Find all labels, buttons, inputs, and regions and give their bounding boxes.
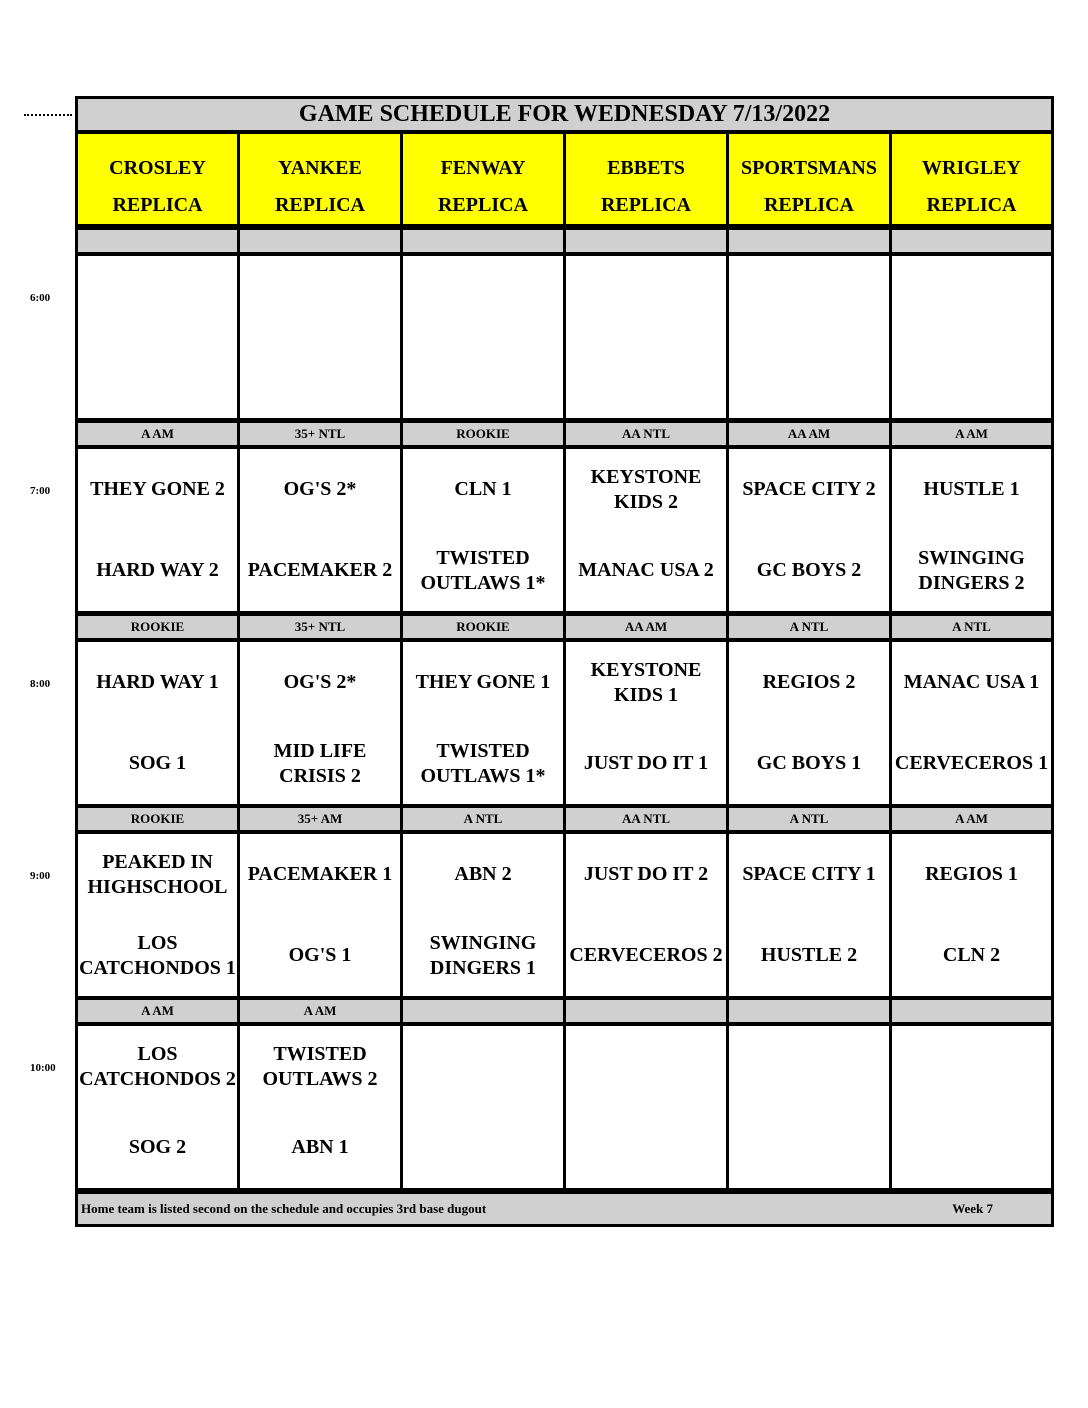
game-cell	[892, 642, 1051, 804]
time-label: 8:00	[30, 678, 51, 690]
away-team-slot	[240, 449, 400, 530]
home-team: GC BOYS 2	[756, 559, 862, 581]
away-team: TWISTED OUTLAWS 2	[262, 1042, 378, 1090]
division-label: A AM	[892, 808, 1051, 830]
game-cell	[240, 642, 400, 804]
venue-subtitle: REPLICA	[112, 194, 203, 216]
home-team-slot	[729, 1107, 889, 1188]
home-team-slot	[566, 1107, 726, 1188]
game-cell	[78, 256, 237, 418]
venue-name: YANKEE	[278, 157, 362, 179]
away-team: MANAC USA 1	[903, 671, 1040, 693]
game-cell	[566, 834, 726, 996]
division-label: AA NTL	[566, 423, 726, 445]
away-team: OG'S 2*	[283, 478, 357, 500]
away-team-slot	[78, 256, 237, 337]
game-cell	[403, 256, 563, 418]
venue-header	[892, 134, 1051, 224]
away-team: HUSTLE 1	[923, 478, 1020, 500]
game-cell	[892, 834, 1051, 996]
home-team: MANAC USA 2	[578, 559, 714, 581]
venue-header	[78, 134, 237, 224]
away-team-slot	[892, 834, 1051, 915]
home-team-slot	[566, 337, 726, 418]
time-label: 7:00	[30, 485, 51, 497]
away-team-slot	[78, 449, 237, 530]
division-label: A AM	[892, 423, 1051, 445]
venue-header	[240, 134, 400, 224]
home-team-slot	[240, 337, 400, 418]
away-team-slot	[403, 834, 563, 915]
away-team: REGIOS 2	[762, 671, 856, 693]
division-label: ROOKIE	[78, 616, 237, 638]
home-team-slot	[892, 915, 1051, 996]
away-team: THEY GONE 2	[90, 478, 225, 500]
home-team: SOG 1	[128, 752, 187, 774]
home-team-slot	[78, 915, 237, 996]
home-team-slot	[566, 723, 726, 804]
away-team-slot	[729, 449, 889, 530]
division-label: AA AM	[566, 616, 726, 638]
division-label: A NTL	[729, 808, 889, 830]
away-team-slot	[892, 256, 1051, 337]
time-label: 6:00	[30, 292, 51, 304]
home-team-slot	[892, 1107, 1051, 1188]
home-team-slot	[729, 337, 889, 418]
home-team-slot	[729, 530, 889, 611]
division-label: 35+ NTL	[240, 423, 400, 445]
venue-subtitle: REPLICA	[926, 194, 1017, 216]
away-team-slot	[240, 256, 400, 337]
away-team-slot	[566, 642, 726, 723]
venue-name: WRIGLEY	[922, 157, 1021, 179]
home-team-slot	[240, 915, 400, 996]
game-cell	[403, 1026, 563, 1188]
game-cell	[403, 449, 563, 611]
away-team-slot	[892, 449, 1051, 530]
division-label	[403, 1000, 563, 1022]
away-team-slot	[566, 449, 726, 530]
home-team: ABN 1	[291, 1136, 349, 1158]
away-team-slot	[566, 1026, 726, 1107]
away-team: JUST DO IT 2	[583, 863, 709, 885]
away-team: SPACE CITY 2	[742, 478, 876, 500]
home-team-slot	[403, 530, 563, 611]
away-team: CLN 1	[454, 478, 512, 500]
away-team: KEYSTONE KIDS 1	[590, 658, 702, 706]
game-cell	[566, 1026, 726, 1188]
home-team-slot	[240, 1107, 400, 1188]
game-cell	[78, 834, 237, 996]
venue-name: SPORTSMANS	[741, 157, 877, 179]
away-team-slot	[403, 642, 563, 723]
venue-name: FENWAY	[440, 157, 526, 179]
home-team: HUSTLE 2	[760, 944, 858, 966]
home-team: PACEMAKER 2	[247, 559, 393, 581]
home-team-slot	[403, 1107, 563, 1188]
venue-header	[403, 134, 563, 224]
home-team-slot	[78, 530, 237, 611]
venue-subtitle: REPLICA	[437, 194, 528, 216]
division-label: AA AM	[729, 423, 889, 445]
division-label: A AM	[78, 423, 237, 445]
home-team: CERVECEROS 2	[569, 944, 723, 966]
away-team-slot	[729, 834, 889, 915]
home-team-slot	[78, 1107, 237, 1188]
venue-subtitle: REPLICA	[274, 194, 365, 216]
division-label	[892, 230, 1051, 252]
home-team-slot	[892, 723, 1051, 804]
home-team: SOG 2	[128, 1136, 187, 1158]
game-cell	[729, 449, 889, 611]
away-team-slot	[240, 834, 400, 915]
venue-subtitle: REPLICA	[763, 194, 854, 216]
schedule-title: GAME SCHEDULE FOR WEDNESDAY 7/13/2022	[78, 99, 1051, 130]
away-team: REGIOS 1	[925, 863, 1018, 885]
game-cell	[403, 642, 563, 804]
division-label	[240, 230, 400, 252]
game-cell	[240, 1026, 400, 1188]
game-cell	[729, 256, 889, 418]
away-team-slot	[729, 642, 889, 723]
time-label: 10:00	[30, 1062, 56, 1074]
away-team-slot	[892, 642, 1051, 723]
away-team: THEY GONE 1	[415, 671, 551, 693]
home-team: SWINGING DINGERS 2	[918, 546, 1025, 594]
home-team: CERVECEROS 1	[894, 752, 1049, 774]
away-team-slot	[403, 449, 563, 530]
away-team-slot	[78, 642, 237, 723]
home-team: HARD WAY 2	[96, 559, 219, 581]
division-label	[729, 230, 889, 252]
home-team: MID LIFE CRISIS 2	[273, 739, 367, 787]
division-label	[78, 230, 237, 252]
home-team-slot	[566, 530, 726, 611]
division-label: A NTL	[729, 616, 889, 638]
division-label: A AM	[240, 1000, 400, 1022]
division-label	[566, 230, 726, 252]
division-label: ROOKIE	[403, 616, 563, 638]
home-team-slot	[403, 337, 563, 418]
home-team: TWISTED OUTLAWS 1*	[420, 546, 546, 594]
division-label: A NTL	[892, 616, 1051, 638]
away-team-slot	[240, 1026, 400, 1107]
division-label	[566, 1000, 726, 1022]
home-team-slot	[403, 723, 563, 804]
home-team: GC BOYS 1	[756, 752, 862, 774]
home-team: OG'S 1	[288, 944, 352, 966]
division-label	[729, 1000, 889, 1022]
away-team-slot	[892, 1026, 1051, 1107]
dotted-leader	[24, 114, 72, 116]
game-cell	[566, 449, 726, 611]
home-team-slot	[403, 915, 563, 996]
game-cell	[240, 256, 400, 418]
venue-header	[729, 134, 889, 224]
venue-header	[566, 134, 726, 224]
home-team: TWISTED OUTLAWS 1*	[420, 739, 546, 787]
division-label: 35+ AM	[240, 808, 400, 830]
home-team-slot	[892, 337, 1051, 418]
home-team-slot	[729, 723, 889, 804]
venue-subtitle: REPLICA	[600, 194, 691, 216]
division-label: A NTL	[403, 808, 563, 830]
game-cell	[729, 1026, 889, 1188]
away-team-slot	[729, 256, 889, 337]
game-cell	[892, 449, 1051, 611]
home-team-slot	[240, 723, 400, 804]
away-team: PEAKED IN HIGHSCHOOL	[87, 850, 228, 898]
footer-note: Home team is listed second on the schedule and occupies 3rd base dugout	[81, 1201, 487, 1216]
division-label	[892, 1000, 1051, 1022]
home-team: LOS CATCHONDOS 1	[79, 931, 236, 979]
home-team-slot	[240, 530, 400, 611]
game-cell	[78, 449, 237, 611]
away-team: KEYSTONE KIDS 2	[590, 465, 702, 513]
home-team: SWINGING DINGERS 1	[429, 931, 537, 979]
schedule-table	[75, 96, 1054, 1227]
week-label: Week 7	[952, 1201, 993, 1216]
game-cell	[892, 256, 1051, 418]
game-cell	[240, 449, 400, 611]
away-team-slot	[403, 1026, 563, 1107]
venue-name: CROSLEY	[109, 157, 206, 179]
game-cell	[403, 834, 563, 996]
home-team: CLN 2	[942, 944, 1001, 966]
away-team-slot	[78, 1026, 237, 1107]
game-cell	[78, 642, 237, 804]
division-label: 35+ NTL	[240, 616, 400, 638]
home-team-slot	[729, 915, 889, 996]
division-label: AA NTL	[566, 808, 726, 830]
schedule-footer	[78, 1194, 1051, 1224]
away-team: SPACE CITY 1	[742, 863, 876, 885]
game-cell	[729, 834, 889, 996]
game-cell	[892, 1026, 1051, 1188]
home-team-slot	[566, 915, 726, 996]
division-label: ROOKIE	[78, 808, 237, 830]
away-team-slot	[729, 1026, 889, 1107]
game-cell	[566, 642, 726, 804]
game-cell	[240, 834, 400, 996]
venue-name: EBBETS	[607, 157, 685, 179]
away-team-slot	[240, 642, 400, 723]
game-cell	[566, 256, 726, 418]
away-team: ABN 2	[454, 863, 512, 885]
game-cell	[78, 1026, 237, 1188]
away-team: OG'S 2*	[283, 671, 357, 693]
away-team-slot	[566, 834, 726, 915]
away-team-slot	[566, 256, 726, 337]
away-team: HARD WAY 1	[96, 671, 219, 693]
division-label	[403, 230, 563, 252]
home-team-slot	[78, 337, 237, 418]
division-label: A AM	[78, 1000, 237, 1022]
home-team: JUST DO IT 1	[583, 752, 709, 774]
time-label: 9:00	[30, 870, 51, 882]
away-team: PACEMAKER 1	[247, 863, 393, 885]
division-label: ROOKIE	[403, 423, 563, 445]
game-cell	[729, 642, 889, 804]
home-team-slot	[78, 723, 237, 804]
home-team-slot	[892, 530, 1051, 611]
away-team-slot	[403, 256, 563, 337]
away-team-slot	[78, 834, 237, 915]
away-team: LOS CATCHONDOS 2	[79, 1042, 236, 1090]
